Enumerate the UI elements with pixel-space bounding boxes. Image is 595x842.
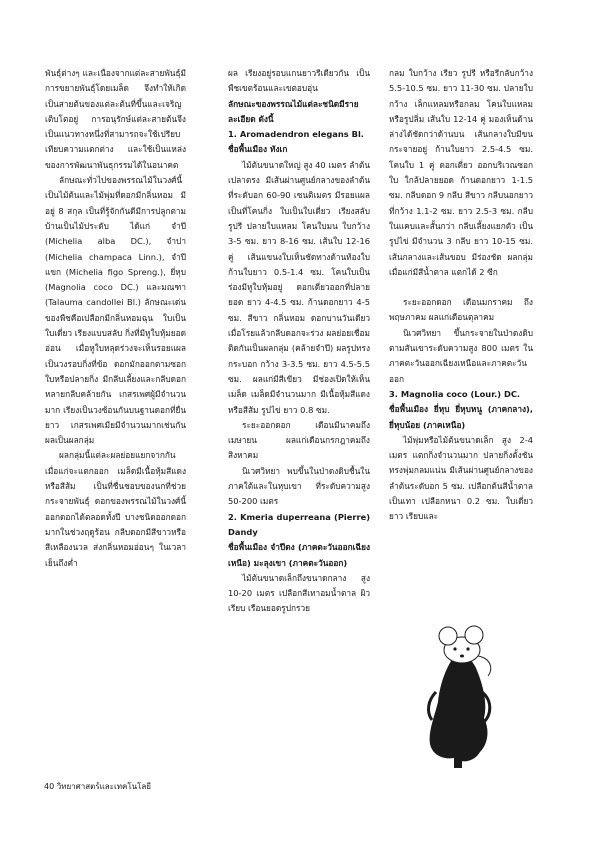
species-flowering: ระยะออกดอก เดือนมีนาคมถึงเมษายน ผลแก่เดือนกรกฎาคมถึงสิงหาคม: [228, 419, 370, 461]
species-title: 2. Kmeria duperreana (Pierre) Dandy: [228, 511, 370, 537]
species-ecology: นิเวศวิทยา ขึ้นกระจายในป่าดงดิบ ตามสันเขาระดับความสูง 800 เมตร ในภาคตะวันออกเฉียงเหนือและภาคตะวันออก: [389, 327, 533, 384]
species-ecology: นิเวศวิทยา พบขึ้นในป่าดงดิบชื้นในภาคใต้และในหุบเขา ที่ระดับความสูง 50-200 เมตร: [228, 465, 370, 507]
species-description: ไม้ต้นขนาดเล็กถึงขนาดกลาง สูง 10-20 เมตร เปลือกสีเทาอมน้ำตาล ผิวเรียบ เรือนยอดรูปกรวย: [228, 572, 370, 614]
species-title: 3. Magnolia coco (Lour.) DC.: [389, 388, 521, 399]
species-local-name: ชื่อพื้นเมือง ยี่หุบ ยี่หุบหนู (ภาคกลาง), ยี่หุบน้อย (ภาคเหนือ): [389, 404, 533, 430]
column-left: [45, 66, 186, 571]
paragraph: พันธุ์ต่างๆ และเนื่องจากแต่ละสายพันธุ์มีการขยายพันธุ์โดยเมล็ด จึงทำให้เกิดเป็นสายต้นของแต่ละต้นที่ขึ้นและเจริญเติบโตอยู่ การอนุรักษ์แต่ละสายต้นจึงเป็นแนวทางหนึ่งที่สามารถจะใช้เปรียบเทียบความแตกต่าง และใช้เป็นแหล่งของการพัฒนาพันธุกรรมได้ในอนาคต: [45, 68, 186, 170]
mouse-on-tree-illustration: [418, 622, 502, 772]
species-flowering: ระยะออกดอก เดือนมกราคม ถึงพฤษภาคม ผลแก่เดือนตุลาคม: [389, 297, 533, 323]
paragraph: ผลกลุ่มนี้แต่ละผลย่อยแยกจากกัน เมื่อแก่จะแตกออก เมล็ดมีเนื้อหุ้มสีแดงหรือสีส้ม เป็นที่ชื่นชอบของนกที่ช่วยกระจายพันธุ์ ดอกของพรรณไม้ในวงศ์นี้ออกดอกได้ตลอดทั้งปี บางชนิดออกดอกมากในช่วงฤดูร้อน กลีบดอกมีสีขาวหรือสีเหลืองนวล ส่งกลิ่นหอมอ่อนๆ ในเวลาเย็นถึงค่ำ: [45, 450, 186, 568]
species-description: ไม้ต้นขนาดใหญ่ สูง 40 เมตร ลำต้นเปลาตรง มีเส้นผ่านศูนย์กลางของลำต้นที่ระดับอก 60-90 เซนติเมตร มีรอยแผลเป็นที่โคนกิ่ง ใบเป็นใบเดี่ยว เรียงสลับ รูปรี ปลายใบแหลม โคนใบมน ใบกว้าง 3-5 ซม. ยาว 8-16 ซม. เส้นใบ 12-16 คู่ เส้นแขนงใบเห็นชัดทางด้านท้องใบ ก้านใบยาว 0.5-1.4 ซม. โคนใบเป็นร่องมีหูใบหุ้มอยู่ ดอกเดี่ยวออกที่ปลายยอด ยาว 4-4.5 ซม. ก้านดอกยาว 4-5 ซม. สีขาว กลิ่นหอม ดอกบานวันเดียว เมื่อโรยแล้วกลีบดอกจะร่วง ผลย่อยเชื่อมติดกันเป็นผลกลุ่ม (คล้ายจำปี) ผลรูปทรงกระบอก กว้าง 3-3.5 ซม. ยาว 4.5-5.5 ซม. ผลแก่มีสีเขียว มีช่องเปิดให้เห็นเมล็ด เมล็ดมีจำนวนมาก มีเนื้อหุ้มสีแดงหรือสีส้ม รูปไข่ ยาว 0.8 ซม.: [228, 159, 370, 415]
column-middle: [228, 66, 370, 617]
paragraph: ผล เรียงอยู่รอบแกนยาวรีเดียวกัน เป็นพืชเขตร้อนและเขตอบอุ่น: [228, 68, 370, 94]
species-local-name: ชื่อพื้นเมือง จำปีดง (ภาคตะวันออกเฉียงเหนือ) มะลุงเขา (ภาคตะวันออก): [228, 542, 370, 568]
paragraph: ลักษณะทั่วไปของพรรณไม้ในวงศ์นี้ เป็นไม้ต้นและไม้พุ่มที่ดอกมีกลิ่นหอม มีอยู่ 8 สกุล เป็นที่รู้จักกันดีมีการปลูกตามบ้านเป็นไม้ประดับ ได้แก่ จำปี (Michelia alba DC.), จำปา (Michelia champaca Linn.), จำปีแขก (Michelia figo Spreng.), ยี่หุบ (Magnolia coco DC.) และมณฑา (Talauma candollei Bl.) ลักษณะเด่นของพืชคือเปลือกมีกลิ่นหอมฉุน ใบเป็นใบเดี่ยว เรียงแบบสลับ กิ่งที่มีหูใบหุ้มยอดอ่อน เมื่อหูใบหลุดร่วงจะเห็นรอยแผลเป็นวงรอบกิ่งที่ข้อ ดอกมักออกตามซอกใบหรือปลายกิ่ง มีกลีบเลี้ยงและกลีบดอกหลายกลีบคล้ายกัน เกสรเพศผู้มีจำนวนมาก เรียงเป็นวงซ้อนกันบนฐานดอกที่ยื่นยาว เกสรเพศเมียมีจำนวนมากเช่นกัน ผลเป็นผลกลุ่ม: [45, 175, 186, 446]
page-footer: 40 วิทยาศาสตร์และเทคโนโลยี: [44, 782, 151, 791]
species-local-name: ชื่อพื้นเมือง ทังเก: [228, 144, 288, 155]
species-description: ไม้พุ่มหรือไม้ต้นขนาดเล็ก สูง 2-4 เมตร แตกกิ่งจำนวนมาก ปลายกิ่งตั้งชัน ทรงพุ่มกลมแน่น มีเส้นผ่านศูนย์กลางของลำต้นระดับอก 5 ซม. เปลือกต้นสีน้ำตาลเป็นเทา เปลือกหนา 0.2 ซม. ใบเดี่ยว ยาว เรียบและ: [389, 434, 533, 522]
paragraph: กลม ใบกว้าง เรียว รูปรี หรือรีกลับกว้าง 5.5-10.5 ซม. ยาว 11-30 ซม. ปลายใบกว้าง เล็กแหลมหรือกลม โคนใบแหลม หรือรูปลิ่ม เส้นใบ 12-14 คู่ มองเห็นด้านล่างได้ชัดกว่าด้านบน เส้นกลางใบมีขนกระจายอยู่ ก้านใบยาว 2.5-4.5 ซม. โคนใบ 1 คู่ ดอกเดี่ยว ออกบริเวณซอกใบ ใกล้ปลายยอด ก้านดอกยาว 1-1.5 ซม. กลีบดอก 9 กลีบ สีขาว กลีบนอกยาวที่กว้าง 1.1-2 ซม. ยาว 2.5-3 ซม. กลีบในแคบและสั้นกว่า กลีบเลี้ยงแยกตัว เป็นรูปไข่ มีจำนวน 3 กลีบ ยาว 10-15 ซม. เส้นกลางและเส้นขอบ มีร่องชัด ผลกลุ่ม เมื่อแก่มีสีน้ำตาล แตกได้ 2 ซีก: [389, 68, 533, 277]
column-right: [389, 66, 533, 525]
section-heading: ลักษณะของพรรณไม้แต่ละชนิดมีรายละเอียด ดังนี้: [228, 98, 359, 124]
species-title: 1. Aromadendron elegans Bl.: [228, 129, 364, 140]
